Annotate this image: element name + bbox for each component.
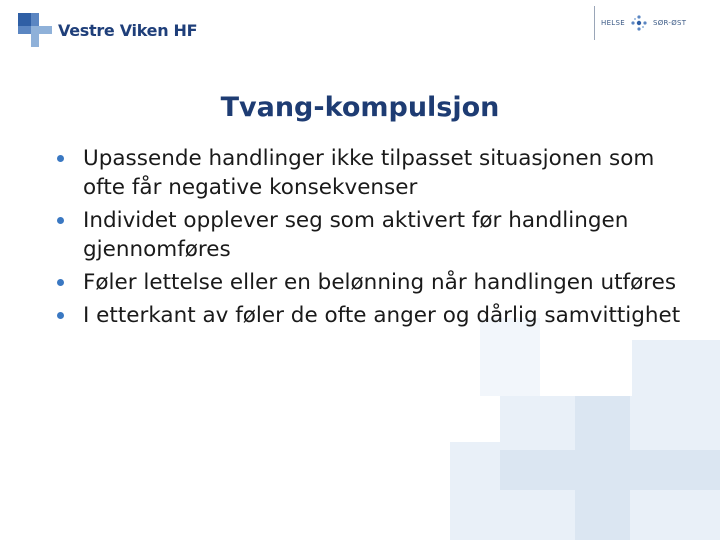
bullet-item (56, 206, 696, 264)
bullet-dot-icon (57, 312, 64, 319)
vestre-viken-logo (18, 12, 197, 48)
slide-title: Tvang-kompulsjon (220, 92, 500, 123)
helse-sor-ost-logo (594, 6, 704, 40)
bullet-item (56, 268, 696, 297)
bullet-list (56, 144, 696, 334)
bullet-text: Føler lettelse eller en belønning når handlingen utføres (83, 270, 677, 295)
bullet-item (56, 144, 696, 202)
bullet-dot-icon (57, 155, 64, 162)
bullet-text: I etterkant av føler de ofte anger og dårlig samvittighet (83, 303, 681, 328)
bullet-dot-icon (57, 279, 64, 286)
bullet-text: Upassende handlinger ikke tilpasset situasjonen som ofte får negative konsekvenser (83, 146, 655, 200)
cross-logo-icon (18, 13, 52, 47)
org-name: Vestre Viken HF (58, 20, 198, 40)
partner-name-left: HELSE (601, 19, 625, 27)
bullet-item (56, 301, 696, 330)
partner-name-right: SØR-ØST (652, 19, 687, 27)
dots-logo-icon (631, 15, 647, 31)
bullet-dot-icon (57, 217, 64, 224)
bullet-text: Individet opplever seg som aktivert før handlingen gjennomføres (83, 208, 629, 262)
